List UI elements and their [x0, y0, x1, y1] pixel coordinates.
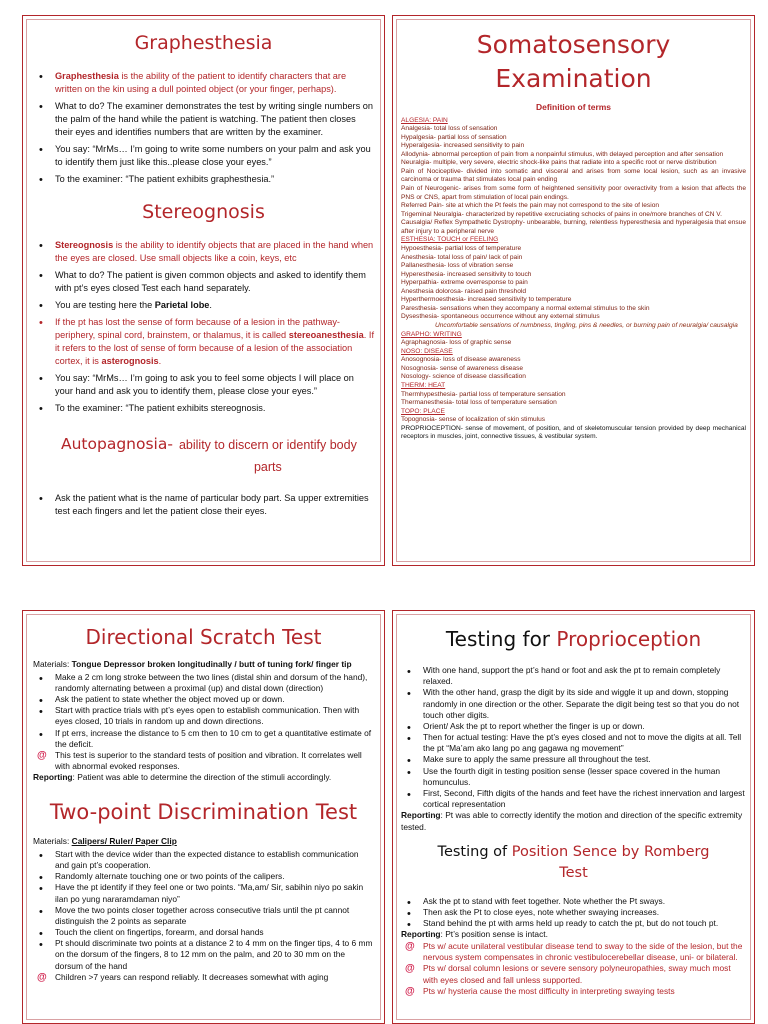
list-item: • Have the pt identify if they feel one or two points. “Ma,am/ Sir, sabihin niyo po sakin ilan po yung nararamdaman niyo”	[33, 882, 374, 904]
definition-line: Paresthesia- sensations when they accompany a normal external stimulus to the skin	[401, 304, 650, 312]
graphesthesia-definition: is the ability of the patient to identify characters that are written on the kin using a dull pointed object (or your finger, perhaps).	[55, 71, 347, 95]
stereognosis-list	[33, 239, 374, 416]
autopagnosia-list	[33, 492, 374, 518]
definition-line: Anesthesia- total loss of pain/ lack of pain	[401, 253, 523, 261]
definition-line: GRAPHO: WRITING	[401, 330, 462, 338]
autopagnosia-description	[173, 435, 357, 478]
proprioception-card	[392, 610, 755, 1024]
definition-line: Hyperesthesia- increased sensitivity to touch	[401, 270, 532, 278]
graphesthesia-term: Graphesthesia	[55, 71, 119, 81]
list-item: • Start with practice trials with pt’s eyes open to establish communication. Then with eyes closed, 10 trials in random up and down directions.	[33, 705, 374, 727]
romberg-key-line2: Test	[559, 864, 588, 881]
romberg-notes	[401, 941, 746, 997]
reporting-label: Reporting	[401, 810, 441, 821]
somatosensory-card	[392, 15, 755, 566]
list-item: • To the examiner: “The patient exhibits stereognosis.	[33, 402, 374, 415]
text: : Patient was able to determine the direction of the stimuli accordingly.	[72, 772, 332, 783]
romberg-list	[401, 896, 746, 930]
definition-line: Hyperpathia- extreme overresponse to pain	[401, 279, 528, 287]
definition-line: Hypoesthesia- partial loss of temperature	[401, 244, 522, 252]
text: ability to discern or identify body	[178, 438, 357, 453]
definition-line: Neuralgia- multiple, very severe, electric shock-like pains that radiate into a specific root or nerve distribution	[401, 159, 717, 167]
list-item	[33, 239, 374, 265]
list-item: • You say: “MrMs… I’m going to write some numbers on your palm and ask you to identify them just like this..please close your eyes.”	[33, 143, 374, 169]
list-item: • Move the two points closer together across consecutive trials until the pt cannot distinguish the 2 points as separate	[33, 905, 374, 927]
materials-line	[33, 836, 374, 848]
text: Somatosensory	[476, 30, 671, 59]
proprioception-list	[401, 665, 746, 810]
list-item: • To the examiner: “The patient exhibits graphesthesia.”	[33, 173, 374, 186]
list-item: @ Pts w/ hysteria cause the most difficulty in interpreting swaying tests	[401, 986, 746, 997]
stereognosis-term: Stereognosis	[55, 239, 114, 250]
definition-line: Referred Pain- site at which the Pt feels the pain may not correspond to the site of lesion	[401, 202, 660, 210]
somatosensory-title	[401, 28, 746, 96]
definition-line: Hyperalgesia- increased sensitivity to pain	[401, 142, 525, 150]
definition-line: Thermanesthesia- total loss of temperature sensation	[401, 399, 557, 407]
list-item: • Pt should discriminate two points at a distance 2 to 4 mm on the finger tips, 4 to 6 mm on the dorsum of the fingers, 8 to 12 mm on the palm, and 20 to 30 mm on the dorsum of the hand	[33, 938, 374, 972]
text: Testing for	[445, 627, 557, 651]
definition-line: Thermhypesthesia- partial loss of temperature sensation	[401, 390, 566, 398]
list-item: • Then for actual testing: Have the pt’s eyes closed and not to move the digits at all. Tell the pt “Ma’am ako lang po ang gagawa ng movement”	[401, 732, 746, 754]
text: : Pt was able to correctly identify the motion and direction of the specific extremity tested.	[401, 810, 743, 832]
reporting-line	[33, 772, 374, 784]
materials-line	[33, 659, 374, 671]
definition-line: ESTHESIA: TOUCH or FEELING	[401, 236, 499, 244]
definition-line: Analgesia- total loss of sensation	[401, 125, 498, 133]
definition-line: Nosology- science of disease classification	[401, 373, 526, 381]
definition-line: Pain of Neurogenic- arises from some form of heightened sensitivity poor overactivity from a lesion that affects the PNS or CNS, apart from stimulation of local pain endings.	[401, 185, 746, 201]
definition-heading: Definition of terms	[535, 101, 612, 112]
graphesthesia-card	[22, 15, 385, 566]
proprioception-title	[401, 627, 746, 651]
note: @ Children >7 years can respond reliably. It decreases somewhat with aging	[33, 972, 374, 983]
list-item: • What to do? The examiner demonstrates the test by writing single numbers on the palm of the hand while the patient is watching. The patient then closes their eyes and identifies numbers that are written by the examiner.	[33, 100, 374, 139]
list-item	[33, 70, 374, 96]
list-item: • Ask the patient what is the name of particular body part. Sa upper extremities test each fingers and let the patient close their eyes.	[33, 492, 374, 518]
list-item: @ Pts w/ acute unilateral vestibular disease tend to sway to the side of the lesion, but the nervous system compensates in chronic vestibulocerebellar disease, uni- or bilateral.	[401, 941, 746, 963]
definition-line: Pallanesthesia- loss of vibration sense	[401, 262, 514, 270]
text: If the pt has lost the sense of form because of a lesion in the pathway- periphery, spinal cord, brainstem, or thalamus, it is called	[55, 316, 340, 340]
definition-line: Anesthesia dolorosa- raised pain threshold	[401, 287, 526, 295]
directional-scratch-card	[22, 610, 385, 1024]
definition-line: Causalgia/ Reflex Sympathetic Dystrophy- unbearable, burning, relentless hyperesthesia and hyperalgesia that ensue after injury to a peripheral nerve	[401, 219, 746, 235]
definition-line: Allodynia- abnormal perception of pain from a nonpainful stimulus, with delayed perception and after sensation	[401, 150, 724, 158]
list-item: • Make sure to apply the same pressure all throughout the test.	[401, 754, 746, 765]
text: .	[209, 299, 212, 310]
list-item: • Then ask the Pt to close eyes, note whether swaying increases.	[401, 907, 746, 918]
text: Testing of	[437, 843, 512, 860]
text: Materials:	[33, 659, 72, 669]
text: parts	[253, 459, 282, 474]
two-point-list	[33, 849, 374, 972]
list-item: • What to do? The patient is given common objects and asked to identify them with pt’s eyes closed Test each hand separately.	[33, 269, 374, 295]
autopagnosia-title: Autopagnosia-	[61, 435, 173, 454]
directional-list	[33, 672, 374, 750]
list-item: • With one hand, support the pt’s hand or foot and ask the pt to remain completely relaxed.	[401, 665, 746, 687]
text: Materials:	[33, 836, 72, 847]
definition-line: Topognosia- sense of localization of skin stimulus	[401, 416, 546, 424]
definition-line: Anosognosia- loss of disease awareness	[401, 356, 521, 364]
definition-line: Hyperthermoesthesia- increased sensitivity to temperature	[401, 296, 572, 304]
note: @ This test is superior to the standard tests of position and vibration. It correlates well with abnormal evoked responses.	[33, 750, 374, 772]
definition-line: ALGESIA: PAIN	[401, 116, 448, 124]
definition-line: THERM: HEAT	[401, 381, 446, 389]
list-item: • Randomly alternate touching one or two points of the calipers.	[33, 871, 374, 882]
text: : Pt’s position sense is intact.	[440, 929, 548, 940]
graphesthesia-list	[33, 70, 374, 187]
materials-value: Calipers/ Ruler/ Paper Clip	[71, 836, 177, 847]
materials-value: Tongue Depressor broken longitudinally / butt of tuning fork/ finger tip	[71, 659, 352, 669]
romberg-title	[401, 842, 746, 884]
stereognosis-title: Stereognosis	[142, 200, 265, 223]
list-item: • If pt errs, increase the distance to 5 cm then to 10 cm to get a quantitative estimate of the deficit.	[33, 728, 374, 750]
asterognosis-term: asterognosis	[101, 356, 159, 366]
list-item	[33, 316, 374, 368]
definition-line: TOPO: PLACE	[401, 407, 445, 415]
definition-list	[401, 117, 746, 442]
two-point-title: Two-point Discrimination Test	[49, 800, 358, 825]
list-item: • Start with the device wider than the expected distance to establish communication and gain pt’s cooperation.	[33, 849, 374, 871]
proprioception-key: Proprioception	[556, 627, 702, 651]
romberg-key: Position Sence by Romberg	[511, 843, 710, 860]
reporting-line	[401, 929, 746, 941]
list-item: • First, Second, Fifth digits of the hands and feet have the richest innervation and largest cortical representation	[401, 788, 746, 810]
definition-line: Dysesthesia- spontaneous occurrence without any external stimulus	[401, 313, 600, 321]
reporting-line	[401, 810, 746, 834]
stereognosis-definition: is the ability to identify objects that are placed in the hand when the eyes are closed. Use small objects like a coin, keys, etc	[55, 239, 374, 263]
list-item: • Use the fourth digit in testing position sense (lesser space covered in the human homunculus.	[401, 766, 746, 788]
list-item: • Touch the client on fingertips, forearm, and dorsal hands	[33, 927, 374, 938]
definition-line: Uncomfortable sensations of numbness, tingling, pins & needles, or burning pain of neuralgia/ causalgia	[435, 322, 738, 329]
text: . If it refers to the lost of sense of form because of a lesion of the association cortex, it is	[55, 329, 374, 366]
text: Examination	[495, 63, 652, 93]
directional-scratch-title: Directional Scratch Test	[85, 625, 322, 649]
text: .	[158, 356, 162, 366]
list-item: • You say: “MrMs… I’m going to ask you to feel some objects I will place on your hand and ask you to identify them, please close your eyes.”	[33, 372, 374, 398]
definition-line: Hypalgesia- partial loss of sensation	[401, 133, 507, 141]
definition-line: Nosognosia- sense of awareness disease	[401, 364, 524, 372]
reporting-label: Reporting	[33, 772, 73, 783]
list-item: • Ask the patient to state whether the object moved up or down.	[33, 694, 374, 705]
list-item: • Ask the pt to stand with feet together. Note whether the Pt sways.	[401, 896, 746, 907]
definition-line: Pain of Nociceptive- divided into somatic and visceral and arises from some local lesion, such as an invasive carcinoma or trauma that stimulates local pain ending	[401, 167, 746, 184]
text: You are testing here the	[55, 299, 155, 310]
graphesthesia-title: Graphesthesia	[134, 32, 273, 54]
list-item: • Make a 2 cm long stroke between the two lines (distal shin and dorsum of the hand), randomly alternating between a proximal (up) and distal down (direction)	[33, 672, 374, 694]
definition-line: Trigeminal Neuralgia- characterized by repetitive excruciating schocks of pains in one/more branches of CN V.	[401, 210, 722, 218]
list-item: • Stand behind the pt with arms held up ready to catch the pt, but do not touch pt.	[401, 918, 746, 929]
autopagnosia-heading	[33, 435, 374, 478]
list-item: @ Pts w/ dorsal column lesions or severe sensory polyneuropathies, sway much most with eyes closed and fall unless supported.	[401, 963, 746, 985]
definition-line: NOSO: DISEASE	[401, 347, 453, 355]
definition-line: Agraphagnosia- loss of graphic sense	[401, 339, 512, 347]
reporting-label: Reporting	[401, 929, 441, 940]
list-item	[33, 299, 374, 312]
stereoanesthesia-term: stereoanesthesia	[288, 329, 364, 340]
list-item: • With the other hand, grasp the digit by its side and wiggle it up and down, stopping randomly in one direction or the other. Separate the digit being test so that you do not touch other digits.	[401, 687, 746, 721]
parietal-lobe-term: Parietal lobe	[154, 299, 210, 310]
definition-line: PROPRIOCEPTION- sense of movement, of position, and of skeletomuscular tension provided by deep mechanical receptors in muscles, joint, connective tissues, & vestibular system.	[401, 424, 746, 441]
list-item: • Orient/ Ask the pt to report whether the finger is up or down.	[401, 721, 746, 732]
